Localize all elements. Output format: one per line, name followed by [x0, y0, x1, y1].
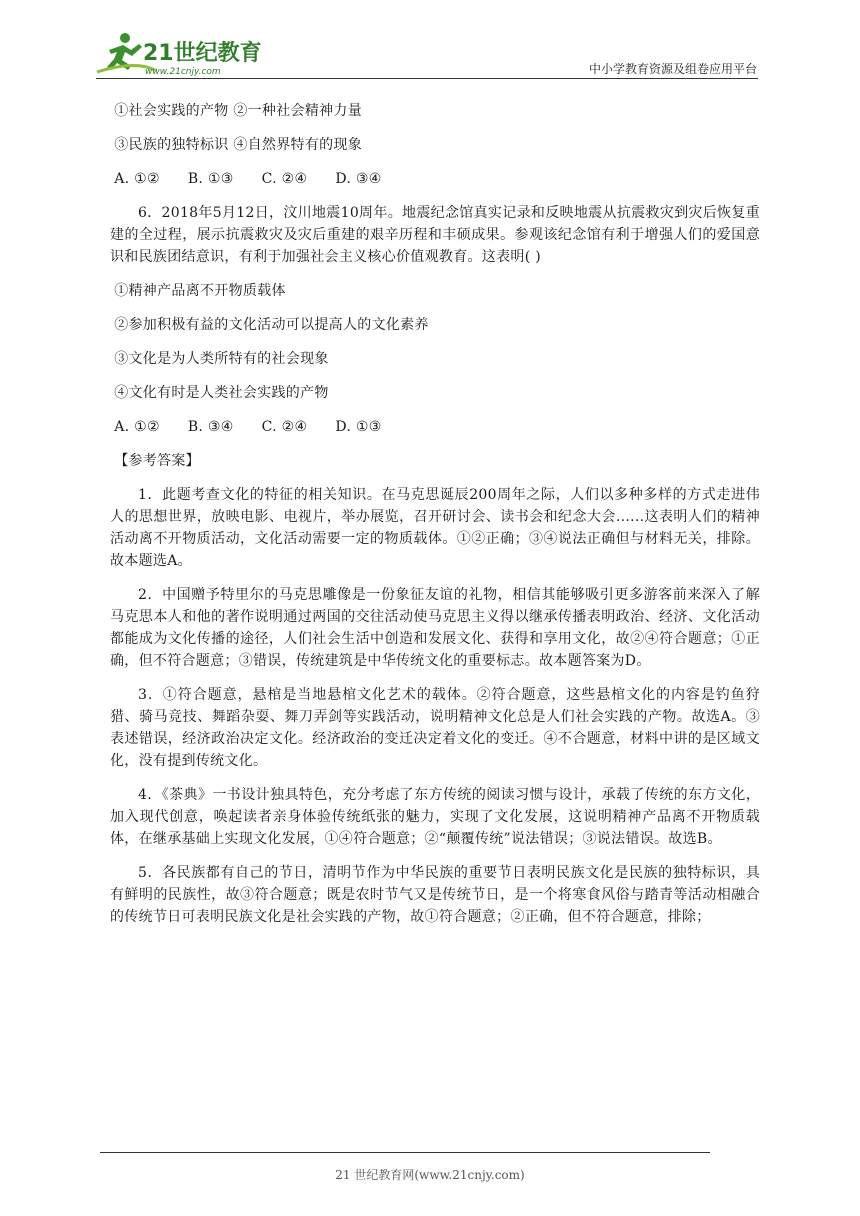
answers-heading: 【参考答案】 — [114, 453, 200, 469]
page-header — [0, 0, 860, 90]
answer-2: 2．中国赠予特里尔的马克思雕像是一份象征友谊的礼物，相信其能够吸引更多游客前来深入了解马克思本人和他的著作说明通过两国的交往活动使马克思主义得以继承传播表明政治、经济、文化活动都能成为文化传播的途径，人们社会生活中创造和发展文化、获得和享用文化，故②④符合题意；①正确，但不符合题意；③错误，传统建筑是中华传统文化的重要标志。故本题答案为D。 — [110, 587, 760, 669]
document-body — [110, 100, 760, 940]
logo-text: 21世纪教育 — [143, 41, 262, 66]
q5-choices — [110, 168, 760, 190]
header-divider — [96, 78, 758, 79]
q6-stem: 6．2018年5月12日，汶川地震10周年。地震纪念馆真实记录和反映地震从抗震救灾到灾后恢复重建的全过程，展示抗震救灾及灾后重建的艰辛历程和丰硕成果。参观该纪念馆有利于增强人们的爱国意识和民族团结意识，有利于加强社会主义核心价值观教育。这表明( ) — [110, 205, 760, 265]
q5-choice-c: C. ②④ — [261, 171, 308, 187]
answer-4: 4．《茶典》一书设计独具特色，充分考虑了东方传统的阅读习惯与设计，承载了传统的东方文化，加入现代创意，唤起读者亲身体验传统纸张的魅力，实现了文化发展，这说明精神产品离不开物质载体，在继承基础上实现文化发展，①④符合题意；②“颠覆传统”说法错误；③说法错误。故选B。 — [110, 787, 760, 847]
answer-1: 1．此题考查文化的特征的相关知识。在马克思诞辰200周年之际，人们以多种多样的方式走进伟人的思想世界，放映电影、电视片，举办展览，召开研讨会、读书会和纪念大会......这表明人们的精神活动离不开物质活动，文化活动需要一定的物质载体。①②正确；③④说法正确但与材料无关，排除。故本题选A。 — [110, 487, 760, 569]
logo-21cnjy — [95, 30, 265, 80]
platform-title: 中小学教育资源及组卷应用平台 — [588, 62, 757, 76]
logo-sub: www.21cnjy.com — [145, 67, 221, 77]
q6-option-2: ②参加积极有益的文化活动可以提高人的文化素养 — [114, 317, 429, 333]
q5-choice-a: A. ①② — [114, 171, 160, 187]
q6-option-4: ④文化有时是人类社会实践的产物 — [114, 385, 329, 401]
answer-5: 5．各民族都有自己的节日，清明节作为中华民族的重要节日表明民族文化是民族的独特标识，具有鲜明的民族性，故③符合题意；既是农时节气又是传统节日，是一个将寒食风俗与踏青等活动相融合的传统节日可表明民族文化是社会实践的产物，故①符合题意；②正确，但不符合题意，排除； — [110, 865, 760, 925]
q6-choices — [110, 416, 760, 438]
q6-option-1: ①精神产品离不开物质载体 — [114, 283, 286, 299]
q6-choice-b: B. ③④ — [187, 419, 234, 435]
q5-choice-d: D. ③④ — [335, 171, 382, 187]
footer-source: 21 世纪教育网(www.21cnjy.com) — [335, 1168, 525, 1182]
q6-choice-c: C. ②④ — [261, 419, 308, 435]
q5-option-line-1: ①社会实践的产物 ②一种社会精神力量 — [114, 103, 363, 119]
q6-option-3: ③文化是为人类所特有的社会现象 — [114, 351, 329, 367]
q5-choice-b: B. ①③ — [187, 171, 234, 187]
q5-option-line-2: ③民族的独特标识 ④自然界特有的现象 — [114, 137, 363, 153]
q6-choice-a: A. ①② — [114, 419, 160, 435]
answer-3: 3．①符合题意，悬棺是当地悬棺文化艺术的载体。②符合题意，这些悬棺文化的内容是钓鱼狩猎、骑马竞技、舞蹈杂耍、舞刀弄剑等实践活动，说明精神文化总是人们社会实践的产物。故选A。③表述错误，经济政治决定文化。经济政治的变迁决定着文化的变迁。④不合题意，材料中讲的是区域文化，没有提到传统文化。 — [110, 687, 760, 769]
q6-choice-d: D. ①③ — [335, 419, 382, 435]
footer-divider — [100, 1152, 710, 1153]
